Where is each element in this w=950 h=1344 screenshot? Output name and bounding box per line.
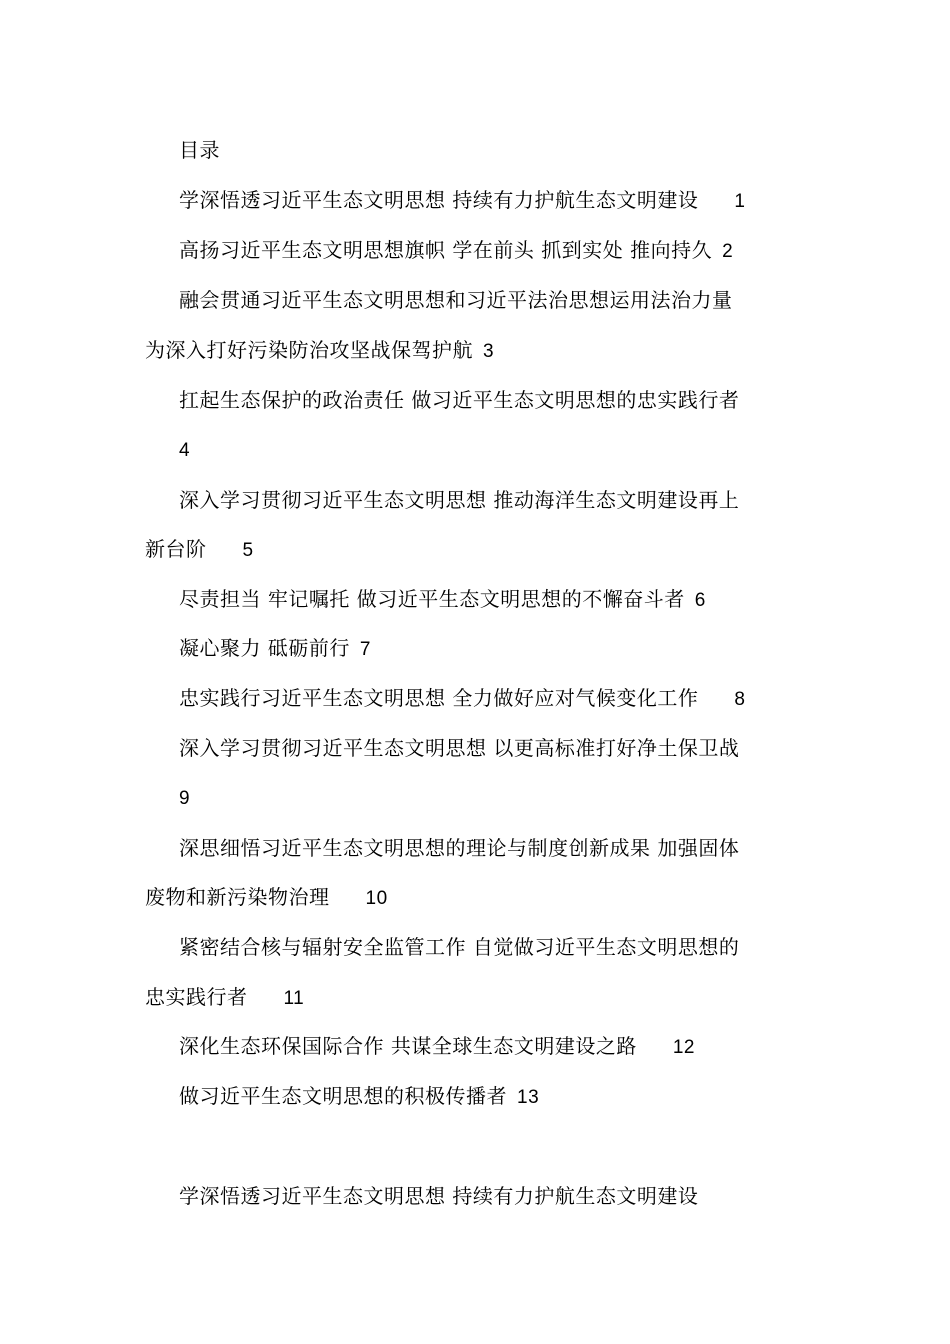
toc-entry-continued[interactable] <box>0 338 950 364</box>
toc-entry[interactable] <box>0 1034 950 1060</box>
toc-entry-title-cont: 废物和新污染物治理 <box>145 885 330 909</box>
toc-entry-title: 忠实践行习近平生态文明思想 全力做好应对气候变化工作 <box>179 686 699 710</box>
toc-page-number: 11 <box>283 988 305 1009</box>
toc-entry-title-cont: 新台阶 <box>145 537 207 561</box>
toc-page-number: 12 <box>672 1037 695 1058</box>
toc-entry-title: 凝心聚力 砥砺前行 <box>179 636 350 660</box>
toc-page-number: 8 <box>734 689 746 710</box>
toc-page-number: 4 <box>179 440 191 461</box>
toc-entry-continued[interactable] <box>0 437 950 463</box>
toc-entry[interactable] <box>0 238 950 264</box>
toc-entry-continued[interactable] <box>0 885 950 911</box>
toc-entry[interactable] <box>0 736 950 760</box>
toc-entry[interactable] <box>0 488 950 512</box>
toc-entry-title: 高扬习近平生态文明思想旗帜 学在前头 抓到实处 推向持久 <box>179 238 713 262</box>
toc-entry[interactable] <box>0 388 950 412</box>
toc-entry[interactable] <box>0 686 950 712</box>
toc-entry-title: 学深悟透习近平生态文明思想 持续有力护航生态文明建设 <box>179 188 699 212</box>
toc-heading: 目录 <box>179 138 220 162</box>
toc-entry[interactable] <box>0 288 950 312</box>
toc-entry-continued[interactable] <box>0 785 950 811</box>
toc-page-number: 6 <box>694 590 706 611</box>
toc-entry-title: 深入学习贯彻习近平生态文明思想 推动海洋生态文明建设再上 <box>179 488 740 512</box>
toc-entry[interactable] <box>0 1084 950 1110</box>
toc-entry-title: 做习近平生态文明思想的积极传播者 <box>179 1084 507 1108</box>
toc-entry-continued[interactable] <box>0 985 950 1011</box>
toc-entry-title-cont: 忠实践行者 <box>145 985 248 1009</box>
toc-entry[interactable] <box>0 587 950 613</box>
section-heading: 学深悟透习近平生态文明思想 持续有力护航生态文明建设 <box>179 1184 699 1208</box>
toc-page-number: 5 <box>242 540 254 561</box>
toc-entry-title: 深化生态环保国际合作 共谋全球生态文明建设之路 <box>179 1034 637 1058</box>
toc-entry-title: 深思细悟习近平生态文明思想的理论与制度创新成果 加强固体 <box>179 836 740 860</box>
toc-page-number: 10 <box>365 888 388 909</box>
toc-entry-title: 融会贯通习近平生态文明思想和习近平法治思想运用法治力量 <box>179 288 733 312</box>
toc-entry[interactable] <box>0 188 950 214</box>
toc-entry-title: 深入学习贯彻习近平生态文明思想 以更高标准打好净土保卫战 <box>179 736 740 760</box>
toc-entry[interactable] <box>0 935 950 959</box>
toc-page-number: 7 <box>359 639 371 660</box>
toc-page-number: 2 <box>722 241 734 262</box>
toc-entry[interactable] <box>0 636 950 662</box>
toc-entry-continued[interactable] <box>0 537 950 563</box>
toc-page-number: 9 <box>179 788 191 809</box>
toc-entry-title: 紧密结合核与辐射安全监管工作 自觉做习近平生态文明思想的 <box>179 935 740 959</box>
toc-page-number: 13 <box>517 1087 540 1108</box>
toc-entry-title: 扛起生态保护的政治责任 做习近平生态文明思想的忠实践行者 <box>179 388 740 412</box>
toc-page-number: 1 <box>734 191 746 212</box>
toc-entry[interactable] <box>0 836 950 860</box>
toc-entry-title: 尽责担当 牢记嘱托 做习近平生态文明思想的不懈奋斗者 <box>179 587 685 611</box>
toc-page-number: 3 <box>483 341 495 362</box>
toc-entry-title-cont: 为深入打好污染防治攻坚战保驾护航 <box>145 338 473 362</box>
